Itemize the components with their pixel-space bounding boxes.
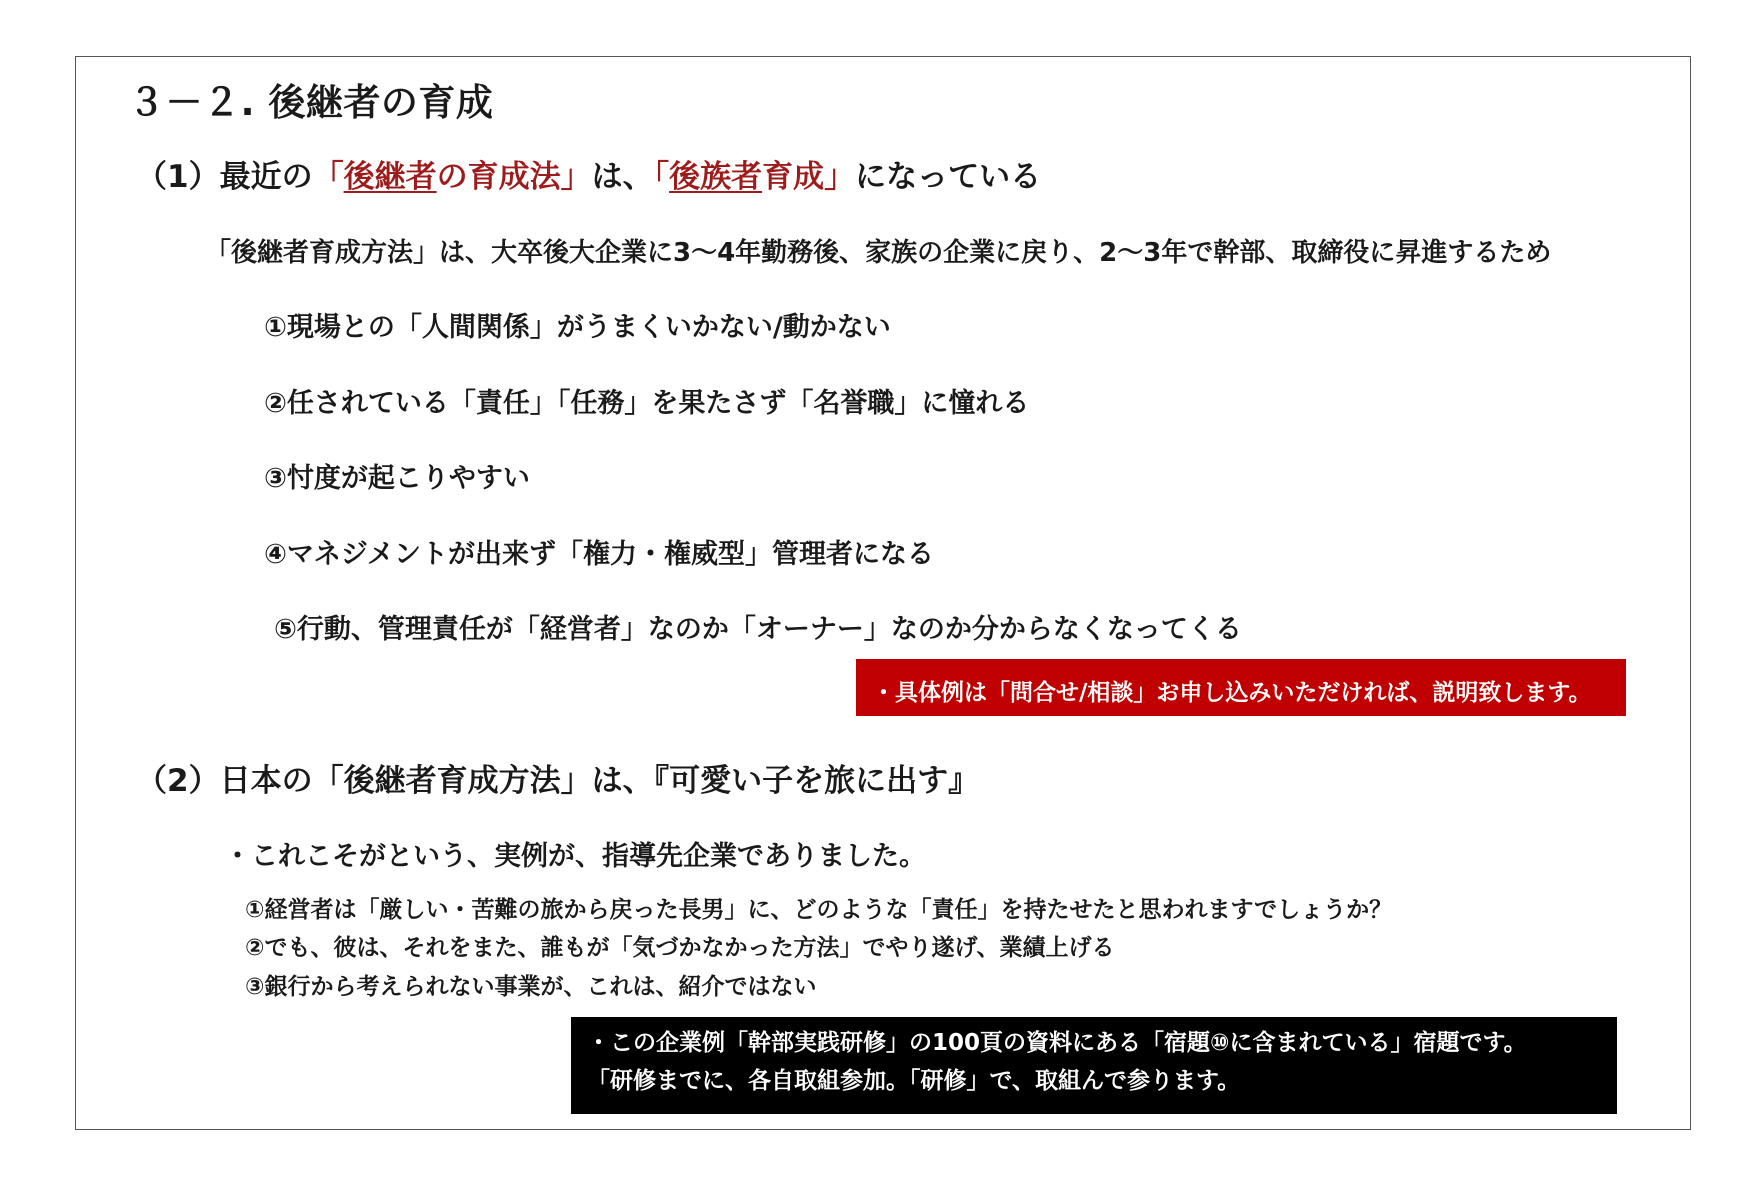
- slide-frame: [75, 56, 1691, 1130]
- homework-note-line-1: ・この企業例「幹部実践研修」の100頁の資料にある「宿題⑩に含まれている」宿題です。: [587, 1030, 1527, 1056]
- underlined-family: 後族者: [669, 159, 763, 195]
- section-1-suffix: になっている: [855, 159, 1042, 195]
- homework-note-box: [571, 1017, 1617, 1114]
- highlight-family-training: 「後族者育成」: [653, 159, 856, 195]
- inquiry-note-box: ・具体例は「問合せ/相談」お申し込みいただければ、説明致します。: [856, 659, 1626, 716]
- intro-text: 「後継者育成方法」は、大卒後大企業に3～4年勤務後、家族の企業に戻り、2～3年で幹部、取締役に昇進するため: [205, 238, 1552, 268]
- example-item-3: ③銀行から考えられない事業が、これは、紹介ではない: [245, 974, 817, 1000]
- issue-item-2: ②任されている「責任」「任務」を果たさず「名誉職」に憧れる: [264, 388, 1030, 419]
- issue-item-3: ③忖度が起こりやすい: [264, 463, 530, 494]
- section-1-prefix: （1）最近の: [136, 159, 313, 195]
- example-item-1: ①経営者は「厳しい・苦難の旅から戻った長男」に、どのような「責任」を持たせたと思われますでしょうか？: [245, 897, 1393, 923]
- highlight-successor-training: 「後継者の育成法」: [312, 159, 592, 195]
- slide-title: ３－２. 後継者の育成: [128, 81, 494, 124]
- homework-note-line-2: 「研修までに、各自取組参加。「研修」で、取組んで参ります。: [587, 1068, 1241, 1094]
- section-1-heading: [136, 159, 1042, 195]
- issue-item-1: ①現場との「人間関係」がうまくいかない/動かない: [264, 312, 891, 343]
- section-2-subtext: ・これこそがという、実例が、指導先企業でありました。: [224, 841, 926, 872]
- section-1-middle: は、: [591, 159, 654, 195]
- example-item-2: ②でも、彼は、それをまた、誰もが「気づかなかった方法」でやり遂げ、業績上げる: [245, 935, 1115, 961]
- section-2-heading: （2）日本の「後継者育成方法」は、『可愛い子を旅に出す』: [136, 763, 980, 799]
- issue-item-4: ④マネジメントが出来ず「権力・権威型」管理者になる: [264, 539, 935, 570]
- underlined-successor: 後継者: [343, 159, 437, 195]
- issue-item-5: ⑤行動、管理責任が「経営者」なのか「オーナー」なのか分からなくなってくる: [274, 614, 1242, 645]
